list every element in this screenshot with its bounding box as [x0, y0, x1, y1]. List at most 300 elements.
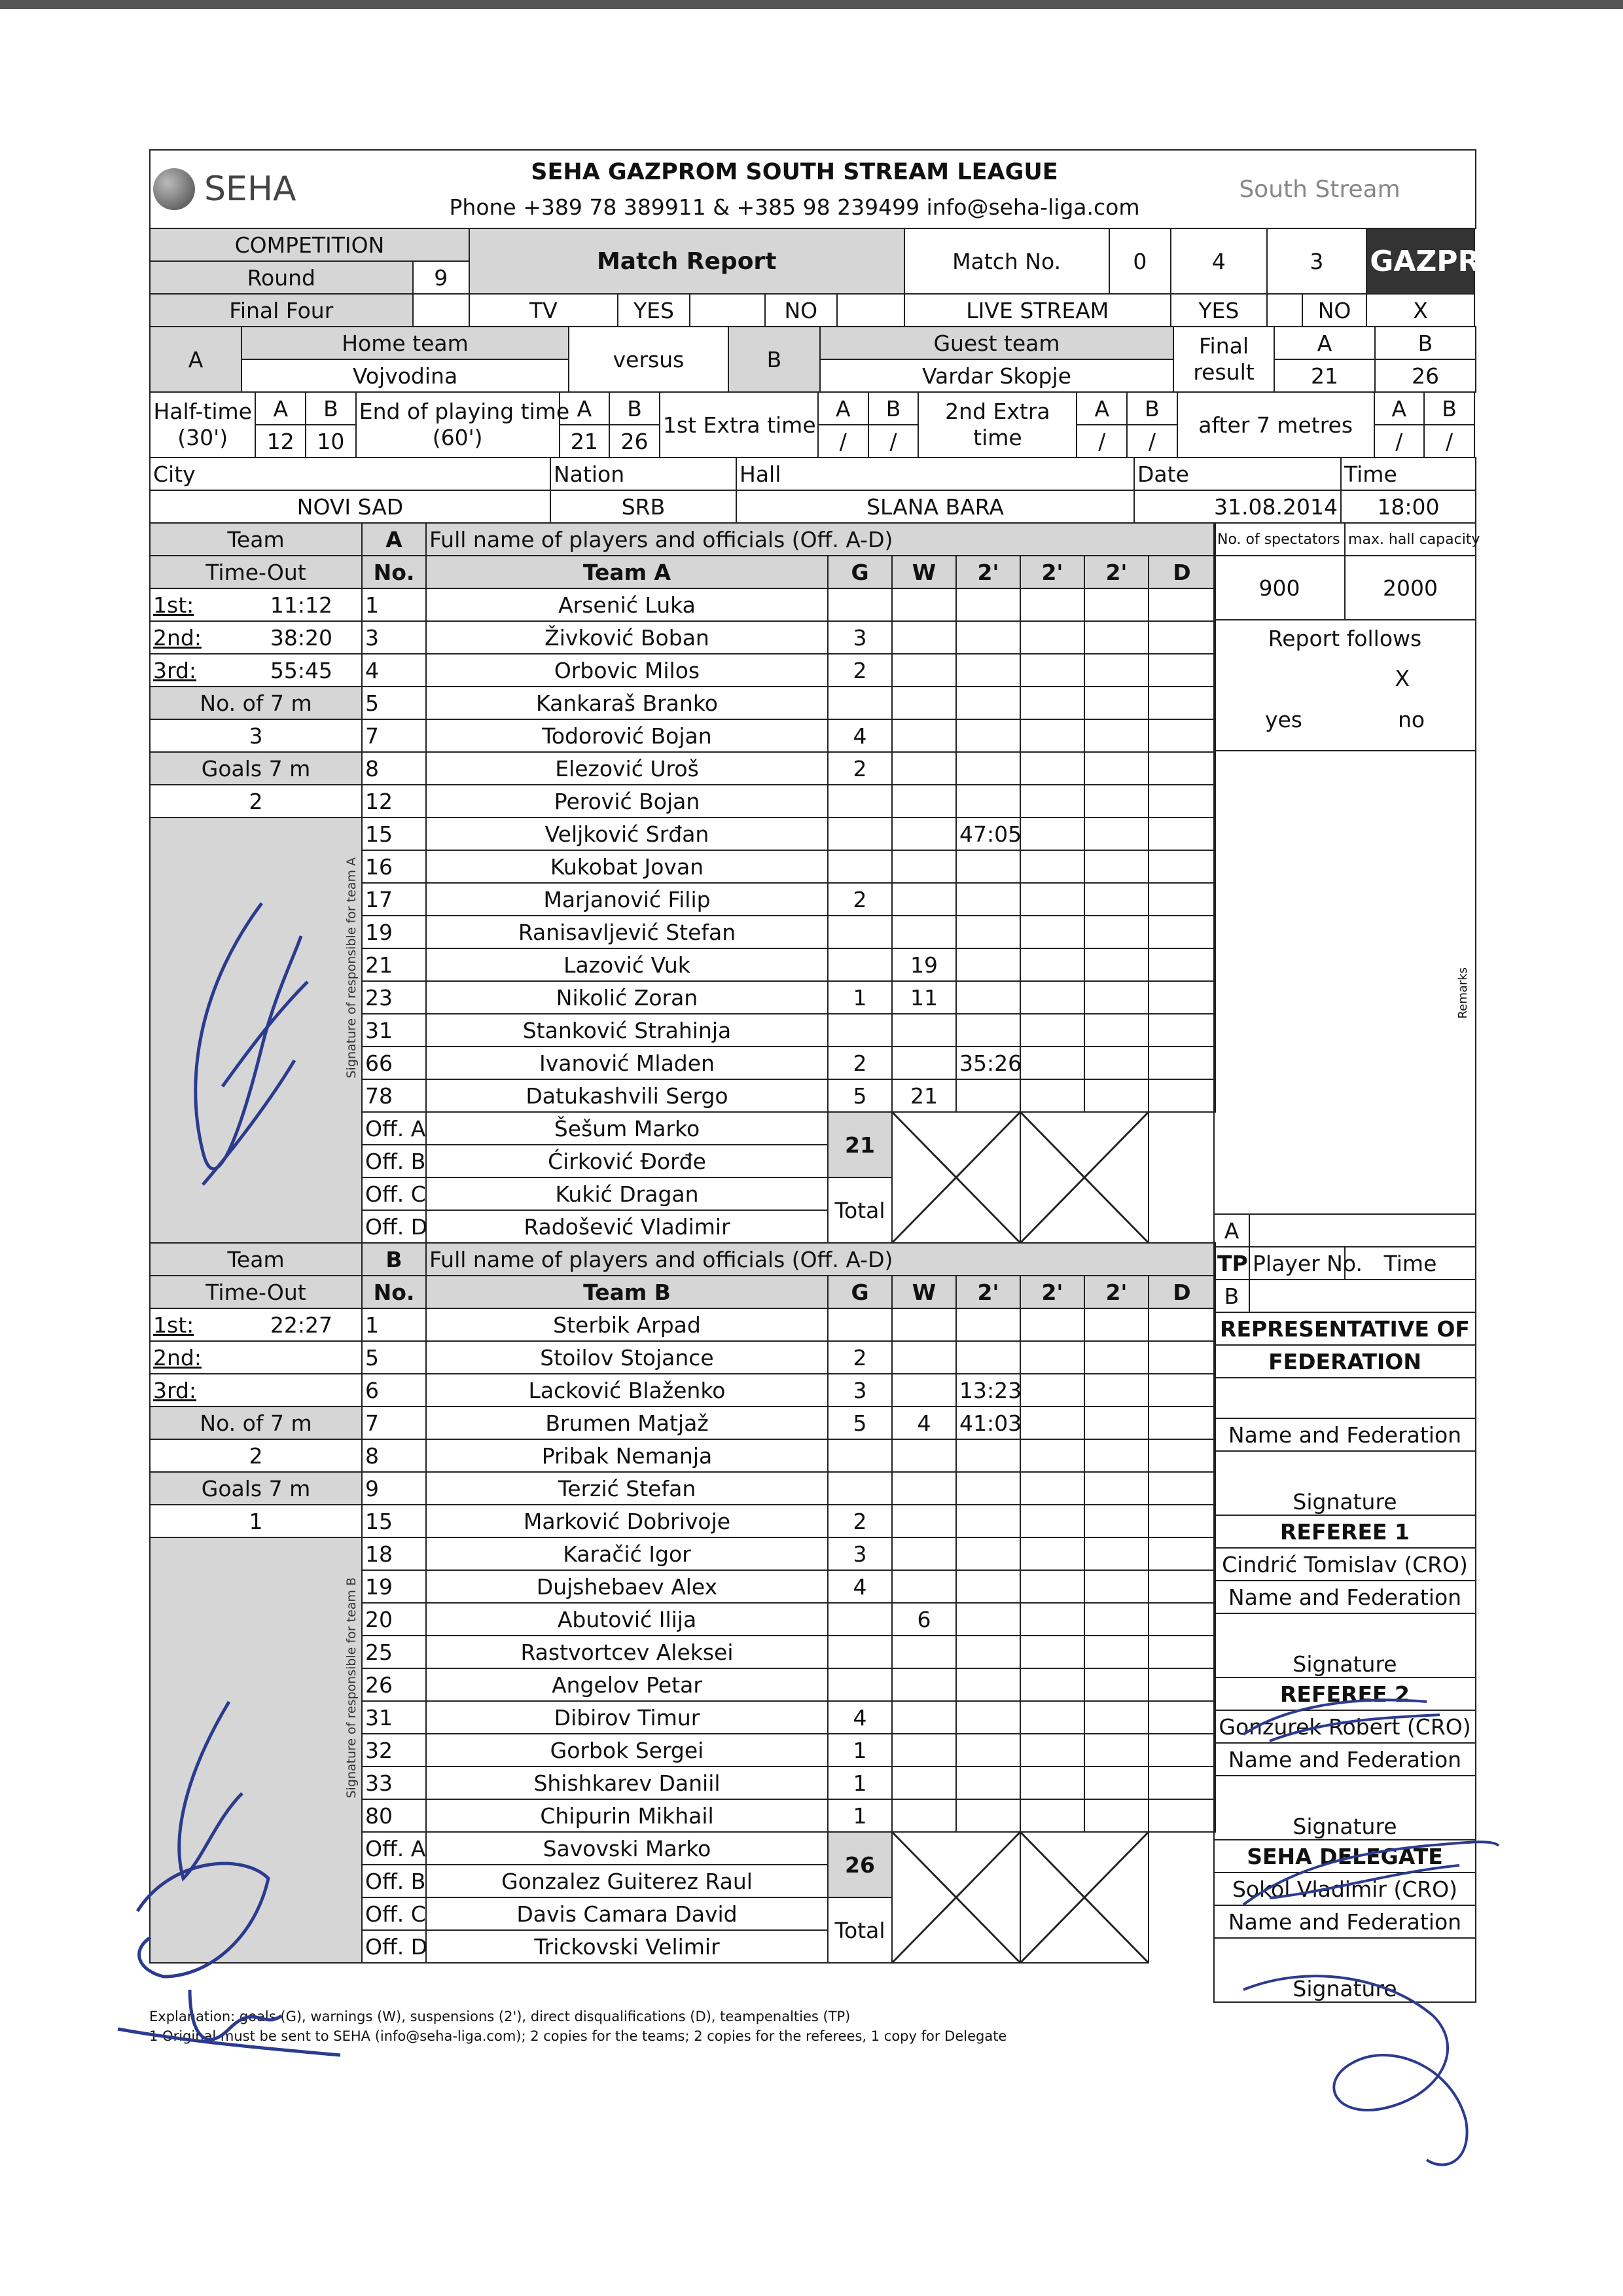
header-table: [149, 149, 1476, 229]
extra1-score-a: /: [818, 425, 868, 457]
team-header: Team B: [426, 1276, 828, 1308]
ref1-title: REFEREE 1: [1214, 1515, 1476, 1548]
extra2-label: [918, 392, 1077, 457]
player-suspension-3: [1084, 850, 1149, 883]
official-name: Gonzalez Guiterez Raul: [426, 1865, 828, 1897]
player-name: Lacković Blaženko: [426, 1374, 828, 1407]
final-score-a: 21: [1274, 359, 1375, 392]
player-goals: 5: [828, 1079, 892, 1112]
player-suspension-3: [1084, 588, 1149, 621]
capacity-label: max. hall capacity: [1345, 523, 1476, 556]
tp-a-letter: A: [1214, 1214, 1249, 1247]
ref2-name-federation: Name and Federation: [1214, 1743, 1476, 1776]
player-disqualification: [1149, 1308, 1215, 1341]
player-suspension-1: [956, 752, 1020, 785]
player-suspension-2: [1020, 883, 1084, 916]
player-warnings: [892, 1570, 956, 1603]
timeout-value: 55:45: [270, 657, 332, 683]
player-goals: [828, 1308, 892, 1341]
match-no-digit: 3: [1267, 228, 1367, 294]
player-suspension-1: [956, 1603, 1020, 1636]
player-suspension-1: 13:23: [956, 1374, 1020, 1407]
player-disqualification: [1149, 1767, 1215, 1799]
final-b-letter: B: [1375, 327, 1476, 359]
official-name: Davis Camara David: [426, 1897, 828, 1930]
extra1-score-b: /: [868, 425, 919, 457]
player-number: 19: [362, 1570, 426, 1603]
scores-table: [149, 391, 1475, 458]
final-label-1: Final: [1198, 333, 1249, 359]
player-warnings: [892, 1439, 956, 1472]
col-header-s: 2': [1020, 1276, 1084, 1308]
timeout-cell: [150, 621, 362, 654]
player-number: 25: [362, 1636, 426, 1668]
extra1-label: 1st Extra time: [660, 392, 818, 457]
player-suspension-1: 35:26: [956, 1047, 1020, 1079]
player-warnings: [892, 1537, 956, 1570]
delegate-signature: Signature: [1214, 1938, 1476, 2002]
fullname-header: Full name of players and officials (Off. A-D): [426, 1243, 1215, 1276]
player-suspension-2: [1020, 850, 1084, 883]
player-suspension-3: [1084, 687, 1149, 719]
player-number: 80: [362, 1799, 426, 1832]
player-name: Perović Bojan: [426, 785, 828, 817]
rep-title-1: REPRESENTATIVE OF: [1214, 1312, 1476, 1345]
player-suspension-3: [1084, 1472, 1149, 1505]
player-name: Gorbok Sergei: [426, 1734, 828, 1767]
player-suspension-1: [956, 1014, 1020, 1047]
sevenm-score-a: /: [1374, 425, 1425, 457]
player-number: 31: [362, 1701, 426, 1734]
player-goals: 1: [828, 981, 892, 1014]
col-header-d: D: [1149, 1276, 1215, 1308]
player-warnings: [892, 1734, 956, 1767]
player-disqualification: [1149, 1341, 1215, 1374]
player-suspension-3: [1084, 817, 1149, 850]
player-suspension-1: [956, 1472, 1020, 1505]
player-suspension-2: [1020, 1668, 1084, 1701]
player-goals: 2: [828, 1505, 892, 1537]
player-disqualification: [1149, 948, 1215, 981]
tv-yes: YES: [618, 294, 690, 327]
player-suspension-2: [1020, 948, 1084, 981]
player-goals: [828, 687, 892, 719]
player-goals: 2: [828, 1047, 892, 1079]
extra2-label-2: time: [973, 425, 1022, 450]
player-suspension-3: [1084, 752, 1149, 785]
timeout-value: 38:20: [270, 624, 332, 651]
report-follows-box: [1214, 620, 1476, 751]
team-letter: A: [362, 523, 426, 556]
live-yes: YES: [1171, 294, 1267, 327]
half-a-letter: A: [255, 392, 306, 425]
player-warnings: [892, 687, 956, 719]
player-warnings: [892, 1701, 956, 1734]
player-suspension-3: [1084, 1505, 1149, 1537]
sevenm-label: No. of 7 m: [150, 1407, 362, 1439]
referee1-signature: [1230, 1682, 1466, 1761]
time-label: Time: [1341, 457, 1476, 490]
official-name: Ćirković Đorđe: [426, 1145, 828, 1177]
sevenm-label: after 7 metres: [1177, 392, 1374, 457]
team-b-letter: B: [728, 327, 820, 392]
handball-icon: [153, 168, 195, 210]
player-name: Ranisavljević Stefan: [426, 916, 828, 948]
player-disqualification: [1149, 1734, 1215, 1767]
timeout-value: 22:27: [270, 1312, 332, 1338]
player-suspension-3: [1084, 785, 1149, 817]
player-disqualification: [1149, 1537, 1215, 1570]
delegate-signature-mark: [1217, 1950, 1492, 2186]
player-suspension-2: [1020, 1799, 1084, 1832]
player-suspension-2: [1020, 785, 1084, 817]
player-suspension-1: [956, 687, 1020, 719]
official-label: Off. B: [362, 1145, 426, 1177]
player-number: 16: [362, 850, 426, 883]
sevenm-b-letter: B: [1424, 392, 1474, 425]
player-number: 17: [362, 883, 426, 916]
player-goals: [828, 916, 892, 948]
delegate-name: Sokol Vladimir (CRO): [1214, 1873, 1476, 1905]
player-disqualification: [1149, 719, 1215, 752]
col-header-g: G: [828, 556, 892, 588]
official-name: Savovski Marko: [426, 1832, 828, 1865]
player-goals: [828, 1636, 892, 1668]
versus-label: versus: [569, 327, 728, 392]
timeout-cell: [150, 1341, 362, 1374]
official-label: Off. D: [362, 1930, 426, 1963]
player-suspension-2: [1020, 752, 1084, 785]
player-suspension-3: [1084, 981, 1149, 1014]
report-no: no: [1397, 707, 1425, 732]
player-warnings: [892, 883, 956, 916]
player-suspension-2: [1020, 1603, 1084, 1636]
player-disqualification: [1149, 1407, 1215, 1439]
half-score-a: 12: [255, 425, 306, 457]
player-goals: 1: [828, 1799, 892, 1832]
player-name: Abutović Ilija: [426, 1603, 828, 1636]
player-warnings: [892, 1308, 956, 1341]
player-suspension-2: [1020, 1636, 1084, 1668]
player-suspension-3: [1084, 1799, 1149, 1832]
player-name: Nikolić Zoran: [426, 981, 828, 1014]
player-warnings: [892, 588, 956, 621]
player-goals: 5: [828, 1407, 892, 1439]
tp-label: TP: [1214, 1247, 1249, 1280]
player-suspension-1: [956, 719, 1020, 752]
player-goals: 4: [828, 1570, 892, 1603]
player-suspension-2: [1020, 1472, 1084, 1505]
match-no-label: Match No.: [904, 228, 1109, 294]
goals7m-value: 2: [150, 785, 362, 817]
player-disqualification: [1149, 687, 1215, 719]
player-warnings: 6: [892, 1603, 956, 1636]
player-goals: 3: [828, 621, 892, 654]
player-number: 1: [362, 588, 426, 621]
footer-copies: 1 Original must be sent to SEHA (info@seha-liga.com); 2 copies for the teams; 2 copies for the referees, 1 copy for Delegate: [149, 2028, 1007, 2044]
team-label: Team: [150, 1243, 362, 1276]
player-suspension-1: [956, 1636, 1020, 1668]
end-score-b: 26: [609, 425, 660, 457]
ref1-signature: Signature: [1214, 1613, 1476, 1677]
player-number: 31: [362, 1014, 426, 1047]
player-disqualification: [1149, 752, 1215, 785]
player-number: 4: [362, 654, 426, 687]
player-name: Lazović Vuk: [426, 948, 828, 981]
player-warnings: [892, 1505, 956, 1537]
player-disqualification: [1149, 1374, 1215, 1407]
col-header-s: 2': [1020, 556, 1084, 588]
player-suspension-3: [1084, 654, 1149, 687]
player-suspension-3: [1084, 1668, 1149, 1701]
player-name: Stoilov Stojance: [426, 1341, 828, 1374]
team-label: Team: [150, 523, 362, 556]
player-number: 12: [362, 785, 426, 817]
player-disqualification: [1149, 1079, 1215, 1112]
ref1-name: Cindrić Tomislav (CRO): [1214, 1548, 1476, 1581]
timeout-label: 1st:: [153, 1312, 194, 1338]
player-disqualification: [1149, 1668, 1215, 1701]
player-suspension-1: [956, 1341, 1020, 1374]
player-disqualification: [1149, 981, 1215, 1014]
cross-mark: [1021, 1113, 1148, 1242]
player-suspension-2: [1020, 687, 1084, 719]
player-goals: [828, 1014, 892, 1047]
final-score-b: 26: [1375, 359, 1476, 392]
player-suspension-1: [956, 1570, 1020, 1603]
player-number: 20: [362, 1603, 426, 1636]
player-number: 15: [362, 817, 426, 850]
referee2-signature: [1230, 1826, 1505, 1918]
player-suspension-2: [1020, 1014, 1084, 1047]
side-table: [1213, 522, 1480, 2003]
timeout-value: 11:12: [270, 592, 332, 618]
league-title: SEHA GAZPROM SOUTH STREAM LEAGUE: [531, 158, 1058, 185]
tp-b-letter: B: [1214, 1280, 1249, 1312]
player-number: 7: [362, 1407, 426, 1439]
player-warnings: [892, 1047, 956, 1079]
team-total-goals: 21: [828, 1112, 892, 1177]
player-suspension-3: [1084, 1341, 1149, 1374]
crossed-box: [892, 1832, 1020, 1963]
team-letter: B: [362, 1243, 426, 1276]
player-number: 19: [362, 916, 426, 948]
player-warnings: [892, 752, 956, 785]
rep-signature: Signature: [1214, 1451, 1476, 1515]
player-suspension-3: [1084, 1439, 1149, 1472]
stage-value: Final Four: [150, 294, 413, 327]
player-disqualification: [1149, 1439, 1215, 1472]
team-total-goals: 26: [828, 1832, 892, 1897]
goals7m-value: 1: [150, 1505, 362, 1537]
cross-mark: [1021, 1833, 1148, 1962]
player-suspension-1: [956, 1734, 1020, 1767]
player-number: 78: [362, 1079, 426, 1112]
player-goals: 3: [828, 1537, 892, 1570]
official-name: Radošević Vladimir: [426, 1210, 828, 1243]
player-suspension-3: [1084, 1767, 1149, 1799]
player-suspension-3: [1084, 1014, 1149, 1047]
player-suspension-2: [1020, 1767, 1084, 1799]
official-name: Kukić Dragan: [426, 1177, 828, 1210]
goals7m-label: Goals 7 m: [150, 1472, 362, 1505]
sevenm-score-b: /: [1424, 425, 1474, 457]
seha-logo: [150, 150, 425, 228]
player-name: Terzić Stefan: [426, 1472, 828, 1505]
player-name: Arsenić Luka: [426, 588, 828, 621]
city-label: City: [150, 457, 550, 490]
extra2-label-1: 2nd Extra: [945, 399, 1050, 424]
player-goals: 4: [828, 1701, 892, 1734]
player-goals: [828, 588, 892, 621]
end-b-letter: B: [609, 392, 660, 425]
player-disqualification: [1149, 654, 1215, 687]
player-number: 6: [362, 1374, 426, 1407]
player-suspension-2: [1020, 1505, 1084, 1537]
teams-table: [149, 326, 1476, 393]
player-disqualification: [1149, 1701, 1215, 1734]
timeout-cell: [150, 654, 362, 687]
player-number: 21: [362, 948, 426, 981]
player-name: Sterbik Arpad: [426, 1308, 828, 1341]
tv-label: TV: [469, 294, 618, 327]
player-warnings: [892, 1374, 956, 1407]
ref2-name: Gonzurek Robert (CRO): [1214, 1710, 1476, 1743]
guest-team-label: Guest team: [820, 327, 1173, 359]
end-score-a: 21: [560, 425, 610, 457]
player-suspension-2: [1020, 1079, 1084, 1112]
extra2-score-a: /: [1077, 425, 1127, 457]
tp-time-label: Time: [1345, 1247, 1476, 1280]
remarks-box: [1214, 751, 1476, 1214]
player-number: 7: [362, 719, 426, 752]
player-suspension-3: [1084, 1603, 1149, 1636]
player-warnings: [892, 817, 956, 850]
official-name: Šešum Marko: [426, 1112, 828, 1145]
player-goals: 1: [828, 1767, 892, 1799]
player-disqualification: [1149, 1014, 1215, 1047]
official-label: Off. B: [362, 1865, 426, 1897]
official-name: Trickovski Velimir: [426, 1930, 828, 1963]
player-suspension-1: [956, 1767, 1020, 1799]
player-disqualification: [1149, 621, 1215, 654]
extra2-a-letter: A: [1077, 392, 1127, 425]
player-number: 18: [362, 1537, 426, 1570]
player-suspension-2: [1020, 719, 1084, 752]
player-name: Shishkarev Daniil: [426, 1767, 828, 1799]
player-number: 1: [362, 1308, 426, 1341]
player-warnings: [892, 621, 956, 654]
rep-title-2: FEDERATION: [1214, 1345, 1476, 1378]
col-header-w: W: [892, 556, 956, 588]
player-number: 66: [362, 1047, 426, 1079]
nation-label: Nation: [550, 457, 736, 490]
player-goals: [828, 948, 892, 981]
ref1-name-federation: Name and Federation: [1214, 1581, 1476, 1613]
player-name: Kankaraš Branko: [426, 687, 828, 719]
extra1-a-letter: A: [818, 392, 868, 425]
player-suspension-2: [1020, 981, 1084, 1014]
player-suspension-3: [1084, 1537, 1149, 1570]
player-suspension-1: [956, 1079, 1020, 1112]
player-goals: 1: [828, 1734, 892, 1767]
player-number: 9: [362, 1472, 426, 1505]
player-warnings: 11: [892, 981, 956, 1014]
player-name: Marjanović Filip: [426, 883, 828, 916]
cross-mark: [893, 1833, 1020, 1962]
extra2-b-letter: B: [1127, 392, 1177, 425]
sevenm-label: No. of 7 m: [150, 687, 362, 719]
home-team-label: Home team: [241, 327, 569, 359]
player-suspension-1: [956, 588, 1020, 621]
player-warnings: [892, 916, 956, 948]
player-suspension-2: [1020, 1537, 1084, 1570]
col-header-s: 2': [956, 556, 1020, 588]
player-warnings: 4: [892, 1407, 956, 1439]
player-suspension-1: [956, 1505, 1020, 1537]
player-number: 15: [362, 1505, 426, 1537]
player-suspension-1: [956, 883, 1020, 916]
tp-player-no-label: Player No.: [1249, 1247, 1345, 1280]
player-disqualification: [1149, 1636, 1215, 1668]
timeout-cell: [150, 1374, 362, 1407]
player-goals: 2: [828, 752, 892, 785]
delegate-title: SEHA DELEGATE: [1214, 1840, 1476, 1873]
player-warnings: [892, 850, 956, 883]
player-suspension-3: [1084, 1308, 1149, 1341]
responsible-label: Signature of responsible for team A: [344, 857, 359, 1079]
player-number: 23: [362, 981, 426, 1014]
ref2-signature: Signature: [1214, 1776, 1476, 1840]
timeout-label: 1st:: [153, 592, 194, 618]
half-time-label: [150, 392, 255, 457]
player-suspension-1: [956, 621, 1020, 654]
sevenm-value: 3: [150, 719, 362, 752]
sevenm-value: 2: [150, 1439, 362, 1472]
player-suspension-2: [1020, 1308, 1084, 1341]
col-header-w: W: [892, 1276, 956, 1308]
venue-table: [149, 457, 1476, 524]
player-warnings: [892, 1636, 956, 1668]
responsible-label: Signature of responsible for team B: [344, 1577, 359, 1799]
cross-mark: [893, 1113, 1020, 1242]
player-name: Angelov Petar: [426, 1668, 828, 1701]
player-number: 5: [362, 1341, 426, 1374]
player-warnings: [892, 1668, 956, 1701]
league-contact: Phone +389 78 389911 & +385 98 239499 info@seha-liga.com: [449, 194, 1140, 220]
player-goals: 4: [828, 719, 892, 752]
player-name: Brumen Matjaž: [426, 1407, 828, 1439]
player-name: Živković Boban: [426, 621, 828, 654]
col-header-s: 2': [1084, 556, 1149, 588]
half-score-b: 10: [306, 425, 356, 457]
report-follows-mark: X: [1395, 666, 1410, 691]
player-name: Chipurin Mikhail: [426, 1799, 828, 1832]
player-goals: 2: [828, 883, 892, 916]
player-disqualification: [1149, 1472, 1215, 1505]
player-suspension-1: [956, 916, 1020, 948]
no-header: No.: [362, 1276, 426, 1308]
fullname-header: Full name of players and officials (Off. A-D): [426, 523, 1215, 556]
player-name: Dujshebaev Alex: [426, 1570, 828, 1603]
col-header-s: 2': [1084, 1276, 1149, 1308]
extra2-score-b: /: [1127, 425, 1177, 457]
no-header: No.: [362, 556, 426, 588]
spectators-value: 900: [1214, 556, 1345, 620]
player-warnings: 19: [892, 948, 956, 981]
col-header-s: 2': [956, 1276, 1020, 1308]
player-suspension-3: [1084, 1734, 1149, 1767]
